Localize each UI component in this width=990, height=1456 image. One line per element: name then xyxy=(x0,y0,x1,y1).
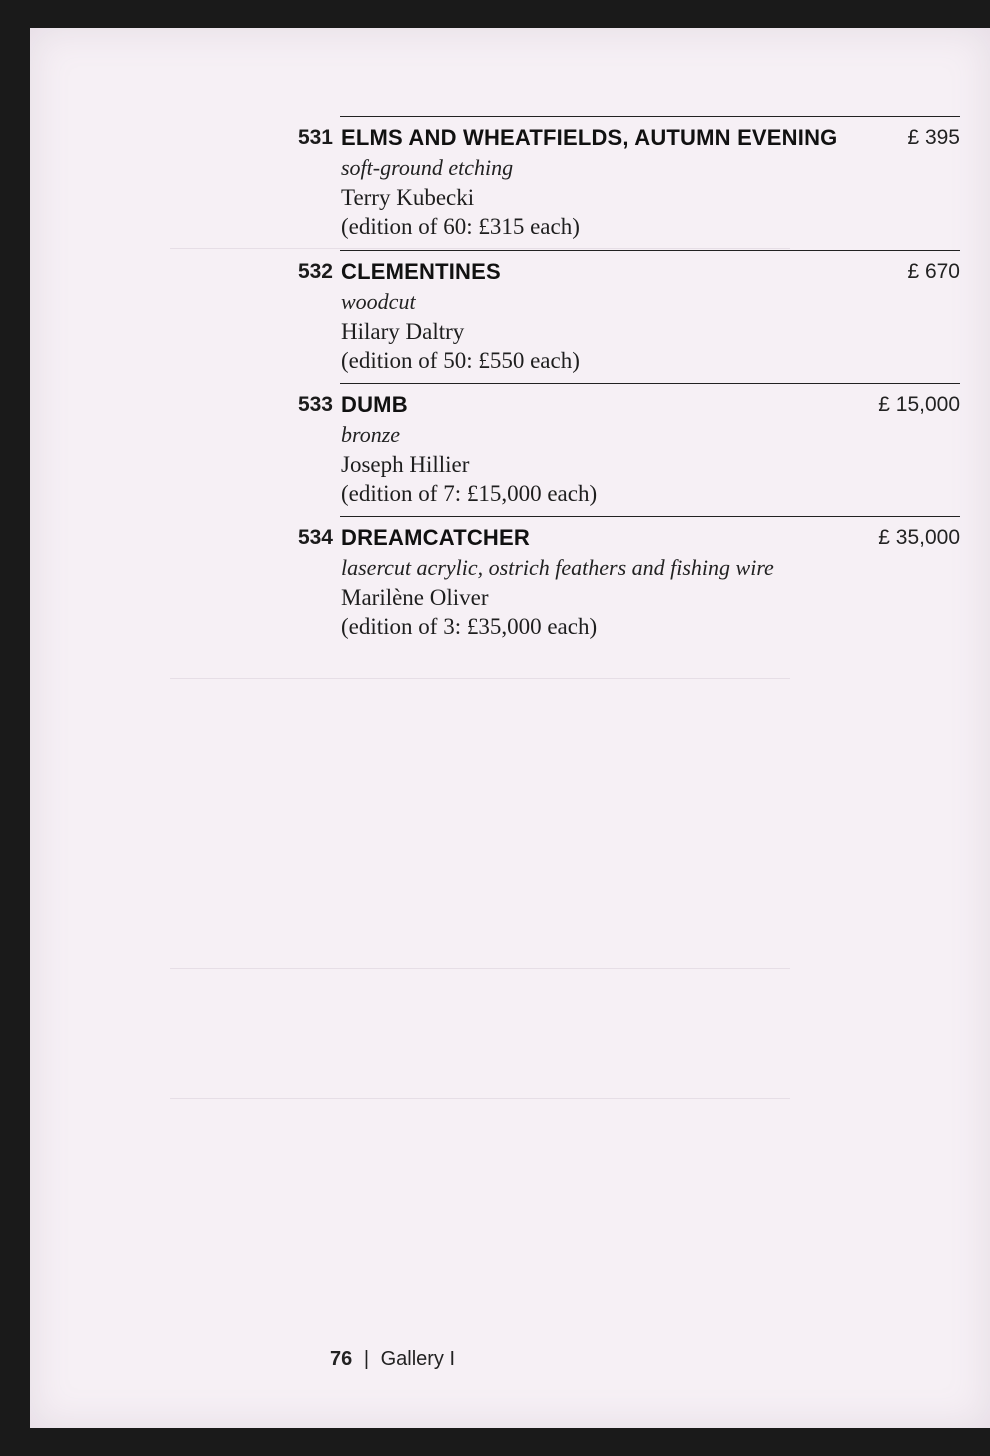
lot-title: DUMB xyxy=(341,392,408,417)
lot-medium: bronze xyxy=(341,422,401,447)
lot-edition: (edition of 3: £35,000 each) xyxy=(341,614,598,639)
lot-edition: (edition of 50: £550 each) xyxy=(341,348,580,373)
lot-artist: Hilary Daltry xyxy=(341,319,465,344)
lot-533 xyxy=(285,383,960,508)
lot-artist: Marilène Oliver xyxy=(341,585,489,610)
lot-price: £ 395 xyxy=(907,126,960,149)
lot-title: CLEMENTINES xyxy=(341,259,501,284)
lot-number: 531 xyxy=(297,126,333,149)
lot-title: DREAMCATCHER xyxy=(341,525,530,550)
lot-divider xyxy=(340,250,960,251)
lot-medium: lasercut acrylic, ostrich feathers and fishing wire xyxy=(341,555,774,580)
lot-531 xyxy=(285,116,960,241)
lot-price: £ 670 xyxy=(907,260,960,283)
lot-divider xyxy=(340,116,960,117)
lot-edition: (edition of 60: £315 each) xyxy=(341,214,580,239)
lot-title: ELMS AND WHEATFIELDS, AUTUMN EVENING xyxy=(341,125,838,150)
lot-532 xyxy=(285,250,960,375)
lot-number: 532 xyxy=(297,260,333,283)
page-footer xyxy=(330,1348,455,1371)
lot-artist: Joseph Hillier xyxy=(341,452,470,477)
lot-price: £ 35,000 xyxy=(878,526,960,549)
lot-price: £ 15,000 xyxy=(878,393,960,416)
show-through-rule xyxy=(170,248,790,249)
lot-edition: (edition of 7: £15,000 each) xyxy=(341,481,598,506)
lot-medium: woodcut xyxy=(341,289,416,314)
lot-534 xyxy=(285,516,960,641)
lot-divider xyxy=(340,383,960,384)
catalogue-page xyxy=(30,28,990,1428)
lot-artist: Terry Kubecki xyxy=(341,185,475,210)
page-number: 76 xyxy=(330,1348,353,1370)
show-through-rule xyxy=(170,968,790,969)
lot-number: 533 xyxy=(297,393,333,416)
show-through-rule xyxy=(170,678,790,679)
lot-medium: soft-ground etching xyxy=(341,155,514,180)
section-name: Gallery I xyxy=(380,1348,456,1370)
lot-divider xyxy=(340,516,960,517)
lot-number: 534 xyxy=(297,526,333,549)
show-through-rule xyxy=(170,1098,790,1099)
footer-separator: | xyxy=(363,1348,370,1370)
